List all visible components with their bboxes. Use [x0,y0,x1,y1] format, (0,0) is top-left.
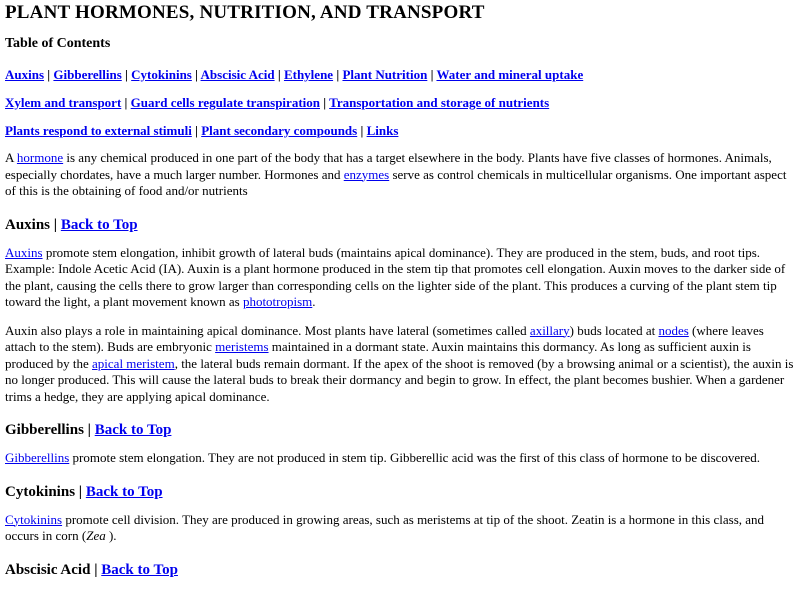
toc-link-water-and-mineral-uptake[interactable]: Water and mineral uptake [436,67,584,82]
inline-link-cytokinins[interactable]: Cytokinins [5,511,63,527]
inline-link-auxins[interactable]: Auxins [5,244,43,260]
toc-link-plant-nutrition[interactable]: Plant Nutrition [342,67,428,82]
toc-row: Auxins | Gibberellins | Cytokinins | Abscisic Acid | Ethylene | Plant Nutrition | Water and mineral uptake [5,67,584,82]
toc-link-plant-secondary-compounds[interactable]: Plant secondary compounds [201,123,358,138]
section-title: Cytokinins [5,483,76,500]
toc-link-plants-respond-to-external-stimuli[interactable]: Plants respond to external stimuli [5,123,192,138]
toc-row: Xylem and transport | Guard cells regulate transpiration | Transportation and storage of nutrients [5,95,550,110]
paragraph: Gibberellins promote stem elongation. They are not produced in stem tip. Gibberellic acid was the first of this class of hormone to be discovered. [5,450,761,465]
intro-paragraph: A hormone is any chemical produced in one part of the body that has a target elsewhere in the body. Plants have five classes of hormones. Animals, especially chordates, have a much larger number. Hormones and enzymes serve as control chemicals in multicellular organisms. One important aspect of this is the obtaining of food and/or nutrients [5,150,787,198]
inline-link-phototropism[interactable]: phototropism [242,294,313,309]
back-to-top-link[interactable]: Back to Top [85,483,163,500]
section-title: Auxins [5,216,51,233]
section-title: Abscisic Acid [5,561,91,578]
heading-separator: | [50,216,61,233]
inline-link-meristems[interactable]: meristems [215,339,269,354]
inline-link-hormone[interactable]: hormone [16,150,64,165]
section-title: Gibberellins [5,422,84,438]
inline-link-apical-meristem[interactable]: apical meristem [92,355,175,371]
back-to-top-link[interactable]: Back to Top [101,561,178,578]
toc-link-gibberellins[interactable]: Gibberellins [53,67,122,82]
section-heading-cytokinins [5,483,795,502]
section-heading-auxins [5,216,795,235]
page-title: PLANT HORMONES, NUTRITION, AND TRANSPORT [5,2,485,23]
paragraph: Auxin also plays a role in maintaining apical dominance. Most plants have lateral (sometimes called axillary) buds located at nodes (where leaves attach to the stem). Buds are embryonic meristems maintained in a dormant state. Auxin maintains this dormancy. As long as sufficient auxin is produced by the apical meristem, the lateral buds remain dormant. If the apex of the shoot is removed (by a browsing animal or a scientist), the auxin is no longer produced. This will cause the lateral buds to break their dormancy and begin to grow. In effect, the plant becomes bushier. When a gardener trims a hedge, they are applying apical dominance. [5,322,794,404]
section-gibberellins [5,421,795,467]
toc-link-abscisic-acid[interactable]: Abscisic Acid [200,67,275,82]
paragraph: Cytokinins promote cell division. They are produced in growing areas, such as meristems at tip of the shoot. Zeatin is a hormone in this class, and occurs in corn (Zea ). [5,511,765,543]
toc-link-guard-cells-regulate-transpiration[interactable]: Guard cells regulate transpiration [130,95,320,110]
paragraph: Auxins promote stem elongation, inhibit growth of lateral buds (maintains apical dominance). They are produced in the stem, buds, and root tips. Example: Indole Acetic Acid (IA). Auxin is a plant hormone produced in the stem tip that promotes cell elongation. Auxin moves to the darker side of the plant, causing the cells there to grow larger than corresponding cells on the lighter side of the plant. This produces a curving of the plant stem tip toward the light, a plant movement known as phototropism. [5,244,786,309]
inline-link-nodes[interactable]: nodes [658,322,689,338]
inline-link-gibberellins[interactable]: Gibberellins [5,450,70,465]
section-heading-gibberellins [5,421,795,440]
back-to-top-link[interactable]: Back to Top [94,422,172,438]
back-to-top-link[interactable]: Back to Top [60,216,138,233]
toc-link-cytokinins[interactable]: Cytokinins [131,67,192,82]
inline-link-axillary[interactable]: axillary [529,322,570,338]
inline-link-enzymes[interactable]: enzymes [343,166,390,182]
toc-heading: Table of Contents [5,36,111,51]
section-auxins [5,216,795,406]
toc-link-xylem-and-transport[interactable]: Xylem and transport [5,95,122,110]
heading-separator: | [83,422,95,438]
heading-separator: | [90,561,102,578]
toc-link-auxins[interactable]: Auxins [5,67,45,82]
section-heading-abscisic-acid [5,561,795,580]
section-abscisic-acid [5,561,795,580]
heading-separator: | [75,483,86,500]
toc-row: Plants respond to external stimuli | Plant secondary compounds | Links [5,123,399,138]
italic-text: Zea [86,528,106,543]
section-cytokinins [5,483,795,545]
toc-link-ethylene[interactable]: Ethylene [283,67,334,82]
toc-link-transportation-and-storage-of-nutrients[interactable]: Transportation and storage of nutrients [329,95,550,110]
toc-link-links[interactable]: Links [366,123,399,138]
